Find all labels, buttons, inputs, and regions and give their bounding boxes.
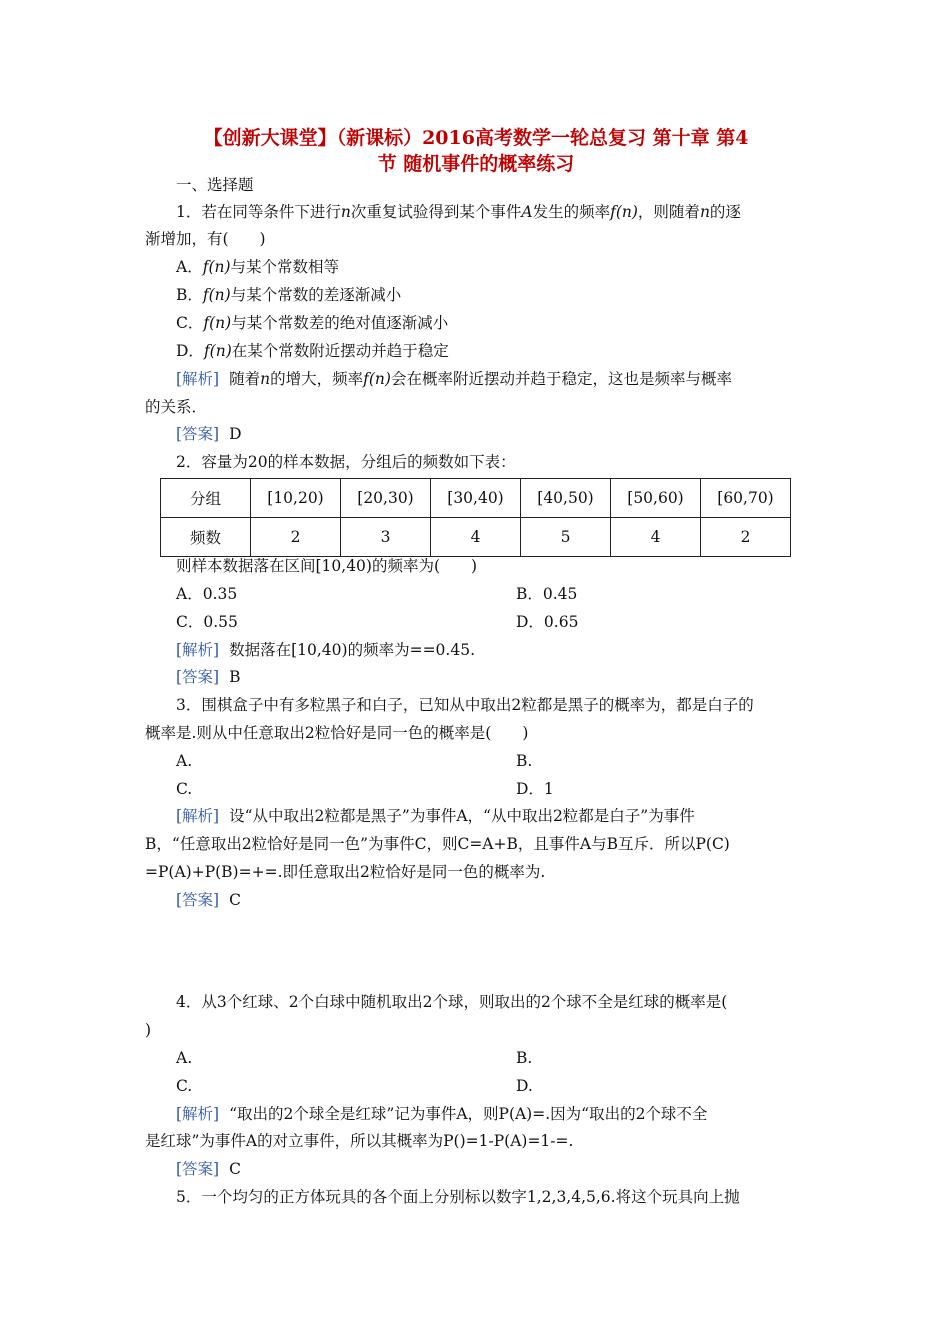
table-cell: 2 <box>701 518 791 557</box>
q4-option-a: A. <box>176 1049 193 1067</box>
q2-stem: 2．容量为20的样本数据，分组后的频数如下表： <box>176 453 516 471</box>
q4-stem-line-2: ) <box>145 1021 152 1039</box>
answer-tag: [答案] <box>176 425 220 443</box>
q3-analysis-line-3: =P(A)+P(B)=+=.即任意取出2粒恰好是同一色的概率为. <box>145 863 546 881</box>
title-line-2: 节 随机事件的概率练习 <box>377 153 575 175</box>
q1-stem-line-2: 渐增加，有( ) <box>145 230 266 248</box>
q1-option-a: A．f(n)与某个常数相等 <box>176 258 340 276</box>
table-cell: [30,40) <box>431 479 521 518</box>
q2-question: 则样本数据落在区间[10,40)的频率为( ) <box>176 557 478 575</box>
q2-option-a: A．0.35 <box>176 585 238 603</box>
q3-option-b: B. <box>516 752 533 770</box>
q2-answer: [答案] B <box>176 668 241 686</box>
q3-stem-line-2: 概率是.则从中任意取出2粒恰好是同一色的概率是( ) <box>145 724 529 742</box>
q3-answer: [答案] C <box>176 891 241 909</box>
analysis-tag: [解析] <box>176 370 220 388</box>
q2-option-b: B．0.45 <box>516 585 578 603</box>
analysis-tag: [解析] <box>176 807 220 825</box>
frequency-table <box>160 478 791 557</box>
q4-stem-line-1: 4．从3个红球、2个白球中随机取出2个球，则取出的2个球不全是红球的概率是( <box>176 993 728 1011</box>
q3-stem-line-1: 3．围棋盒子中有多粒黑子和白子，已知从中取出2粒都是黑子的概率为，都是白子的 <box>176 696 754 714</box>
q3-option-a: A. <box>176 752 193 770</box>
q4-answer: [答案] C <box>176 1160 241 1178</box>
table-cell: 频数 <box>161 518 251 557</box>
table-row <box>161 518 791 557</box>
table-cell: [60,70) <box>701 479 791 518</box>
q3-option-c: C. <box>176 780 193 798</box>
title-line-1: 【创新大课堂】（新课标）2016高考数学一轮总复习 第十章 第4 <box>203 127 749 149</box>
q4-analysis-line-2: 是红球”为事件A的对立事件，所以其概率为P()=1-P(A)=1-=. <box>145 1132 574 1150</box>
q2-option-c: C．0.55 <box>176 613 238 631</box>
q4-analysis-line-1: [解析] “取出的2个球全是红球”记为事件A，则P(A)=.因为“取出的2个球不全 <box>176 1105 708 1123</box>
table-cell: 4 <box>431 518 521 557</box>
q3-analysis-line-2: B，“任意取出2粒恰好是同一色”为事件C，则C=A+B，且事件A与B互斥．所以P(C) <box>145 835 730 853</box>
table-cell: [40,50) <box>521 479 611 518</box>
q1-stem-line-1: 1．若在同等条件下进行n次重复试验得到某个事件A发生的频率f(n)，则随着n的逐 <box>176 203 741 221</box>
q1-analysis-line-2: 的关系． <box>145 398 208 416</box>
table-cell: 3 <box>341 518 431 557</box>
answer-tag: [答案] <box>176 891 220 909</box>
table-cell: 2 <box>251 518 341 557</box>
table-cell: 4 <box>611 518 701 557</box>
q1-option-c: C．f(n)与某个常数差的绝对值逐渐减小 <box>176 314 449 332</box>
q3-option-d: D．1 <box>516 780 554 798</box>
q1-option-b: B．f(n)与某个常数的差逐渐减小 <box>176 286 402 304</box>
analysis-tag: [解析] <box>176 1105 220 1123</box>
q1-analysis-line-1: [解析] 随着n的增大，频率f(n)会在概率附近摆动并趋于稳定，这也是频率与概率 <box>176 370 732 388</box>
table-cell: [20,30) <box>341 479 431 518</box>
section-heading: 一、选择题 <box>176 176 254 194</box>
q1-option-d: D．f(n)在某个常数附近摆动并趋于稳定 <box>176 342 449 360</box>
answer-tag: [答案] <box>176 668 220 686</box>
table-cell: 5 <box>521 518 611 557</box>
answer-tag: [答案] <box>176 1160 220 1178</box>
analysis-tag: [解析] <box>176 641 220 659</box>
table-cell: [50,60) <box>611 479 701 518</box>
q4-option-c: C. <box>176 1077 193 1095</box>
q1-answer: [答案] D <box>176 425 242 443</box>
q2-analysis: [解析] 数据落在[10,40)的频率为==0.45. <box>176 641 475 659</box>
table-cell: 分组 <box>161 479 251 518</box>
q4-option-b: B. <box>516 1049 533 1067</box>
table-cell: [10,20) <box>251 479 341 518</box>
document-title <box>145 125 807 177</box>
q3-analysis-line-1: [解析] 设“从中取出2粒都是黑子”为事件A，“从中取出2粒都是白子”为事件 <box>176 807 695 825</box>
table-row <box>161 479 791 518</box>
q2-option-d: D．0.65 <box>516 613 579 631</box>
q5-stem-line-1: 5．一个均匀的正方体玩具的各个面上分别标以数字1,2,3,4,5,6.将这个玩具向上抛 <box>176 1188 740 1206</box>
q4-option-d: D. <box>516 1077 533 1095</box>
